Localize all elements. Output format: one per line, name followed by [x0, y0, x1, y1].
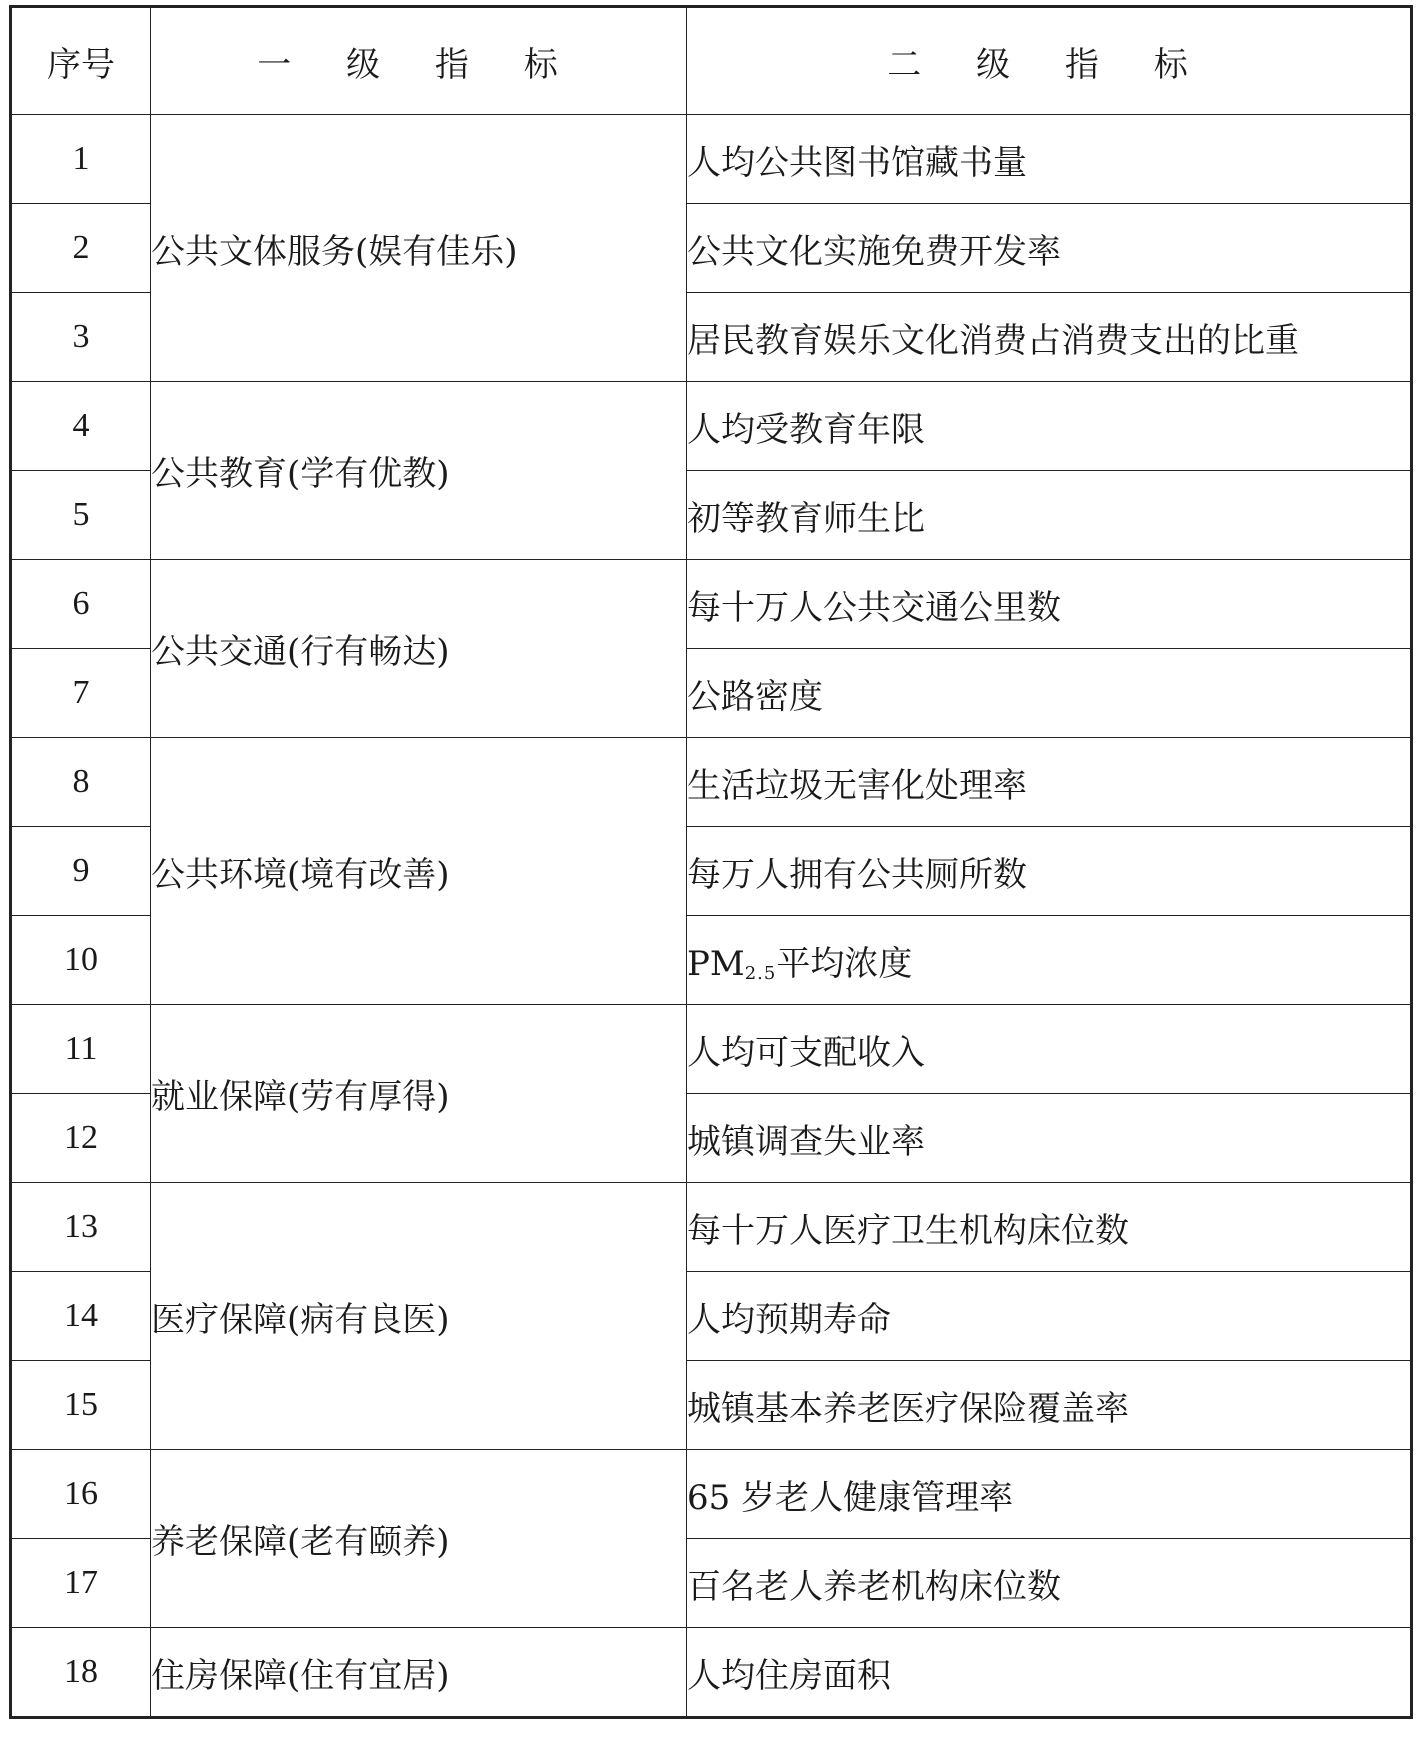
level1-cell: 医疗保障(病有良医) [151, 1183, 687, 1450]
level2-cell: 人均可支配收入 [687, 1005, 1412, 1094]
level1-cell: 公共环境(境有改善) [151, 738, 687, 1005]
seq-cell: 16 [11, 1450, 151, 1539]
level2-cell: 公共文化实施免费开发率 [687, 204, 1412, 293]
level1-cell: 公共文体服务(娱有佳乐) [151, 115, 687, 382]
seq-cell: 9 [11, 827, 151, 916]
seq-cell: 10 [11, 916, 151, 1005]
level2-cell: 初等教育师生比 [687, 471, 1412, 560]
table-row [11, 1183, 1412, 1272]
header-seq: 序号 [11, 7, 151, 115]
table-row [11, 1450, 1412, 1539]
level1-cell: 公共教育(学有优教) [151, 382, 687, 560]
level2-cell: 每十万人医疗卫生机构床位数 [687, 1183, 1412, 1272]
seq-cell: 2 [11, 204, 151, 293]
seq-cell: 4 [11, 382, 151, 471]
table-row [11, 1628, 1412, 1718]
table-row [11, 738, 1412, 827]
table-row [11, 115, 1412, 204]
seq-cell: 18 [11, 1628, 151, 1718]
level2-cell: 每十万人公共交通公里数 [687, 560, 1412, 649]
level2-cell: 居民教育娱乐文化消费占消费支出的比重 [687, 293, 1412, 382]
seq-cell: 12 [11, 1094, 151, 1183]
header-level2: 二 级 指 标 [687, 7, 1412, 115]
level1-cell: 住房保障(住有宜居) [151, 1628, 687, 1718]
level2-cell: 城镇基本养老医疗保险覆盖率 [687, 1361, 1412, 1450]
level2-cell: 百名老人养老机构床位数 [687, 1539, 1412, 1628]
seq-cell: 1 [11, 115, 151, 204]
seq-cell: 8 [11, 738, 151, 827]
level2-cell: 城镇调查失业率 [687, 1094, 1412, 1183]
pm-suffix: 平均浓度 [776, 943, 913, 984]
level1-cell: 养老保障(老有颐养) [151, 1450, 687, 1628]
pm-label: PM [687, 943, 745, 984]
level2-cell: 人均住房面积 [687, 1628, 1412, 1718]
level1-cell: 就业保障(劳有厚得) [151, 1005, 687, 1183]
level2-cell: 人均受教育年限 [687, 382, 1412, 471]
level2-cell: 人均预期寿命 [687, 1272, 1412, 1361]
level1-cell: 公共交通(行有畅达) [151, 560, 687, 738]
level2-cell: 65 岁老人健康管理率 [687, 1450, 1412, 1539]
table-row [11, 1005, 1412, 1094]
seq-cell: 14 [11, 1272, 151, 1361]
seq-cell: 11 [11, 1005, 151, 1094]
indicator-table [9, 5, 1413, 1719]
level2-cell: 人均公共图书馆藏书量 [687, 115, 1412, 204]
seq-cell: 17 [11, 1539, 151, 1628]
header-level1: 一 级 指 标 [151, 7, 687, 115]
level2-cell [687, 916, 1412, 1005]
seq-cell: 5 [11, 471, 151, 560]
pm-subscript: 2.5 [744, 962, 777, 984]
seq-cell: 13 [11, 1183, 151, 1272]
seq-cell: 7 [11, 649, 151, 738]
table-row [11, 560, 1412, 649]
table-row [11, 382, 1412, 471]
level2-cell: 公路密度 [687, 649, 1412, 738]
level2-cell: 生活垃圾无害化处理率 [687, 738, 1412, 827]
header-row [11, 7, 1412, 115]
level2-cell: 每万人拥有公共厕所数 [687, 827, 1412, 916]
seq-cell: 15 [11, 1361, 151, 1450]
seq-cell: 6 [11, 560, 151, 649]
seq-cell: 3 [11, 293, 151, 382]
